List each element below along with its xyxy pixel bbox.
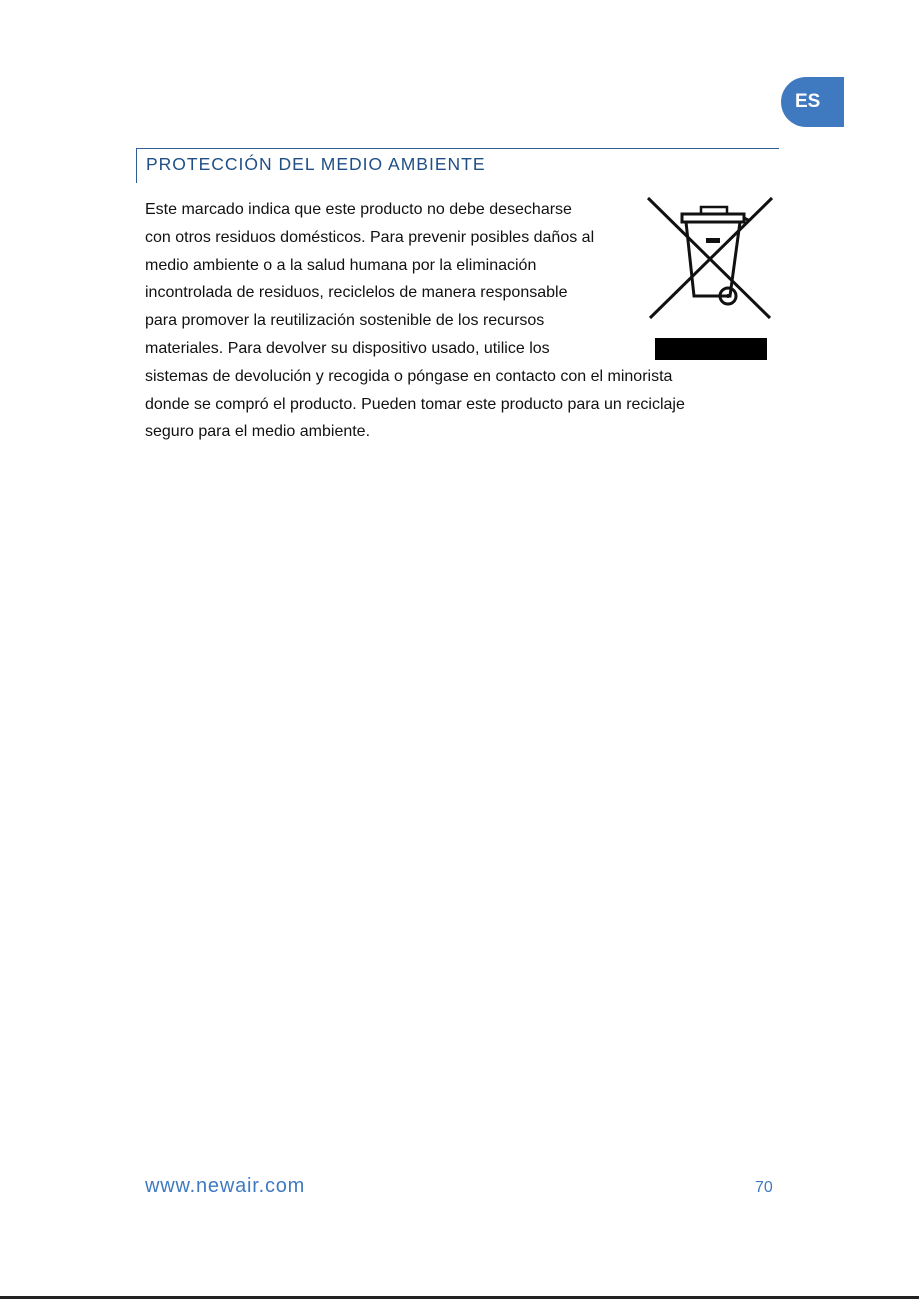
body-line: seguro para el medio ambiente. [145,423,371,441]
body-line: para promover la reutilización sostenible de los recursos [145,312,545,330]
body-line: materiales. Para devolver su dispositivo usado, utilice los [145,339,550,357]
body-paragraph [145,196,785,446]
body-line: medio ambiente o a la salud humana por la eliminación [145,256,537,274]
section-title: PROTECCIÓN DEL MEDIO AMBIENTE [146,154,486,174]
footer-website-link[interactable]: www.newair.com [145,1175,306,1197]
body-line: incontrolada de residuos, reciclelos de manera responsable [145,284,568,302]
page-number: 70 [755,1179,773,1196]
body-line: con otros residuos domésticos. Para prevenir posibles daños al [145,228,595,246]
body-line: Este marcado indica que este producto no debe desecharse [145,201,572,218]
body-line: donde se compró el producto. Pueden tomar este producto para un reciclaje [145,395,685,413]
section-header [136,148,779,183]
language-tab: ES [781,77,844,127]
body-line: sistemas de devolución y recogida o póngase en contacto con el minorista [145,367,673,385]
